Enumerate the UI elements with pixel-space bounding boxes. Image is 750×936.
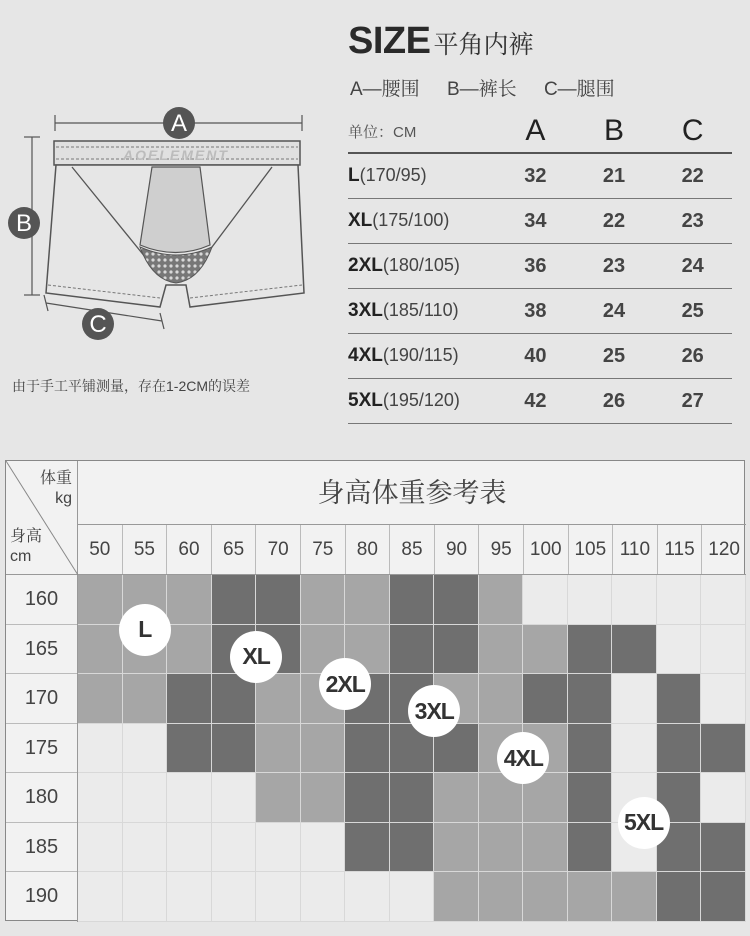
- zone-cell: [657, 625, 702, 675]
- zone-cell: [612, 872, 657, 922]
- zone-cell: [78, 773, 123, 823]
- value-a: 38: [524, 299, 547, 322]
- zone-cell: [612, 625, 657, 675]
- size-title-rest: 平角内裤: [433, 31, 534, 59]
- column-header-a: A: [525, 114, 546, 147]
- size-title-bold: SIZE: [348, 20, 431, 62]
- size-label: XL(175/100): [348, 210, 450, 231]
- value-b: 23: [602, 254, 626, 277]
- value-b: 24: [602, 299, 626, 322]
- size-marker-l: L: [119, 604, 171, 656]
- measurement-legend: [350, 74, 637, 101]
- legend-c: C—腿围: [543, 79, 615, 100]
- value-a: 34: [524, 209, 547, 232]
- svg-text:B: B: [15, 210, 33, 237]
- size-row-2xl: [348, 244, 732, 289]
- brand-text: AOELEMENT: [123, 147, 229, 163]
- size-row-3xl: [348, 289, 732, 334]
- value-c: 26: [681, 344, 704, 367]
- size-label: 4XL(190/115): [348, 345, 459, 366]
- zone-cell: [523, 872, 568, 922]
- size-heading: [348, 20, 533, 64]
- chart-corner: [6, 461, 78, 575]
- weight-70: 70: [256, 525, 301, 574]
- zone-cell: [345, 575, 390, 625]
- zone-cell: [123, 773, 168, 823]
- zone-cell: [167, 625, 212, 675]
- zone-cell: [256, 575, 301, 625]
- size-row-l: [348, 154, 732, 199]
- weight-65: 65: [212, 525, 257, 574]
- zone-cell: [434, 575, 479, 625]
- zone-cell: [479, 823, 524, 873]
- weight-110: 110: [613, 525, 658, 574]
- height-axis-label: 身高 cm: [10, 528, 43, 565]
- zone-cell: [345, 872, 390, 922]
- size-marker-3xl: 3XL: [408, 685, 460, 737]
- zone-cell: [78, 575, 123, 625]
- zone-cell: [167, 773, 212, 823]
- height-180: 180: [6, 773, 77, 823]
- weight-75: 75: [301, 525, 346, 574]
- zone-cell: [345, 823, 390, 873]
- zone-cell: [345, 773, 390, 823]
- value-a: 36: [524, 254, 547, 277]
- zone-cell: [212, 773, 257, 823]
- weight-95: 95: [479, 525, 524, 574]
- height-185: 185: [6, 823, 77, 873]
- zone-cell: [523, 823, 568, 873]
- weight-80: 80: [346, 525, 391, 574]
- value-a: 40: [524, 344, 547, 367]
- zone-cell: [657, 674, 702, 724]
- height-weight-chart: [5, 460, 745, 921]
- zone-cell: [78, 724, 123, 774]
- size-row-4xl: [348, 334, 732, 379]
- svg-text:C: C: [89, 311, 107, 338]
- measurement-note: 由于手工平铺测量，存在1-2CM的误差: [12, 378, 251, 394]
- zone-cell: [123, 674, 168, 724]
- zone-cell: [479, 872, 524, 922]
- zone-cell: [256, 773, 301, 823]
- zone-cell: [301, 872, 346, 922]
- zone-cell: [434, 773, 479, 823]
- zone-cell: [568, 724, 613, 774]
- zone-cell: [167, 823, 212, 873]
- zone-cell: [256, 724, 301, 774]
- legend-a: A—腰围: [350, 79, 420, 100]
- zone-cell: [78, 872, 123, 922]
- zone-cell: [568, 872, 613, 922]
- value-c: 22: [681, 164, 704, 187]
- zone-cell: [612, 575, 657, 625]
- weight-50: 50: [78, 525, 123, 574]
- zone-cell: [390, 773, 435, 823]
- value-c: 27: [681, 389, 704, 412]
- unit-label: 单位：CM: [348, 123, 417, 141]
- size-zone-grid: [78, 575, 746, 922]
- zone-cell: [568, 773, 613, 823]
- zone-cell: [701, 823, 746, 873]
- zone-cell: [568, 823, 613, 873]
- value-c: 23: [681, 209, 704, 232]
- size-label: 2XL(180/105): [348, 255, 460, 276]
- height-165: 165: [6, 625, 77, 675]
- weight-header-row: [78, 525, 746, 575]
- size-marker-2xl: 2XL: [319, 658, 371, 710]
- legend-b: B—裤长: [446, 79, 517, 100]
- zone-cell: [701, 674, 746, 724]
- zone-cell: [434, 823, 479, 873]
- weight-115: 115: [658, 525, 703, 574]
- size-label: L(170/95): [348, 165, 427, 186]
- zone-cell: [301, 724, 346, 774]
- zone-cell: [523, 625, 568, 675]
- weight-105: 105: [569, 525, 614, 574]
- zone-cell: [167, 724, 212, 774]
- size-row-xl: [348, 199, 732, 244]
- zone-cell: [568, 625, 613, 675]
- label-a-badge: [163, 107, 195, 139]
- svg-text:A: A: [170, 110, 188, 137]
- zone-cell: [390, 872, 435, 922]
- height-160: 160: [6, 575, 77, 625]
- zone-cell: [523, 674, 568, 724]
- zone-cell: [701, 724, 746, 774]
- zone-cell: [78, 625, 123, 675]
- zone-cell: [212, 872, 257, 922]
- chart-title: 身高体重参考表: [78, 461, 746, 525]
- size-label: 3XL(185/110): [348, 300, 459, 321]
- label-c-badge: [82, 308, 114, 340]
- size-marker-5xl: 5XL: [618, 797, 670, 849]
- column-header-c: C: [681, 114, 704, 147]
- value-b: 26: [602, 389, 626, 412]
- height-header-column: [6, 575, 78, 922]
- zone-cell: [301, 575, 346, 625]
- value-b: 25: [602, 344, 626, 367]
- zone-cell: [301, 823, 346, 873]
- zone-cell: [612, 674, 657, 724]
- zone-cell: [123, 823, 168, 873]
- height-190: 190: [24, 885, 59, 908]
- zone-cell: [568, 674, 613, 724]
- zone-cell: [123, 872, 168, 922]
- weight-60: 60: [167, 525, 212, 574]
- size-label: 5XL(195/120): [348, 390, 460, 411]
- value-a: 32: [524, 164, 547, 187]
- value-c: 24: [681, 254, 704, 277]
- zone-cell: [256, 823, 301, 873]
- size-row-5xl: [348, 379, 732, 424]
- zone-cell: [612, 724, 657, 774]
- value-b: 22: [602, 209, 626, 232]
- zone-cell: [212, 575, 257, 625]
- value-b: 21: [602, 164, 626, 187]
- zone-cell: [479, 575, 524, 625]
- value-a: 42: [524, 389, 547, 412]
- zone-cell: [523, 575, 568, 625]
- zone-cell: [390, 823, 435, 873]
- weight-100: 100: [524, 525, 569, 574]
- value-c: 25: [681, 299, 704, 322]
- zone-cell: [212, 724, 257, 774]
- zone-cell: [701, 575, 746, 625]
- weight-85: 85: [390, 525, 435, 574]
- zone-cell: [78, 823, 123, 873]
- zone-cell: [479, 625, 524, 675]
- size-table: [348, 110, 732, 424]
- column-header-b: B: [604, 114, 625, 147]
- size-table-header: [348, 110, 732, 154]
- zone-cell: [78, 674, 123, 724]
- zone-cell: [167, 575, 212, 625]
- size-marker-4xl: 4XL: [497, 732, 549, 784]
- weight-120: 120: [708, 539, 740, 560]
- zone-cell: [256, 872, 301, 922]
- zone-cell: [568, 575, 613, 625]
- zone-cell: [167, 674, 212, 724]
- zone-cell: [345, 724, 390, 774]
- weight-55: 55: [123, 525, 168, 574]
- zone-cell: [701, 773, 746, 823]
- zone-cell: [434, 625, 479, 675]
- label-b-badge: [8, 207, 40, 239]
- zone-cell: [701, 625, 746, 675]
- zone-cell: [167, 872, 212, 922]
- height-175: 175: [6, 724, 77, 774]
- zone-cell: [390, 575, 435, 625]
- zone-cell: [212, 823, 257, 873]
- height-170: 170: [6, 674, 77, 724]
- weight-axis-label: 体重 kg: [39, 470, 72, 507]
- zone-cell: [123, 724, 168, 774]
- zone-cell: [657, 575, 702, 625]
- weight-90: 90: [435, 525, 480, 574]
- zone-cell: [701, 872, 746, 922]
- zone-cell: [479, 674, 524, 724]
- zone-cell: [301, 773, 346, 823]
- garment-diagram: [0, 95, 330, 355]
- zone-cell: [390, 625, 435, 675]
- zone-cell: [657, 872, 702, 922]
- size-marker-xl: XL: [230, 631, 282, 683]
- zone-cell: [657, 724, 702, 774]
- zone-cell: [434, 872, 479, 922]
